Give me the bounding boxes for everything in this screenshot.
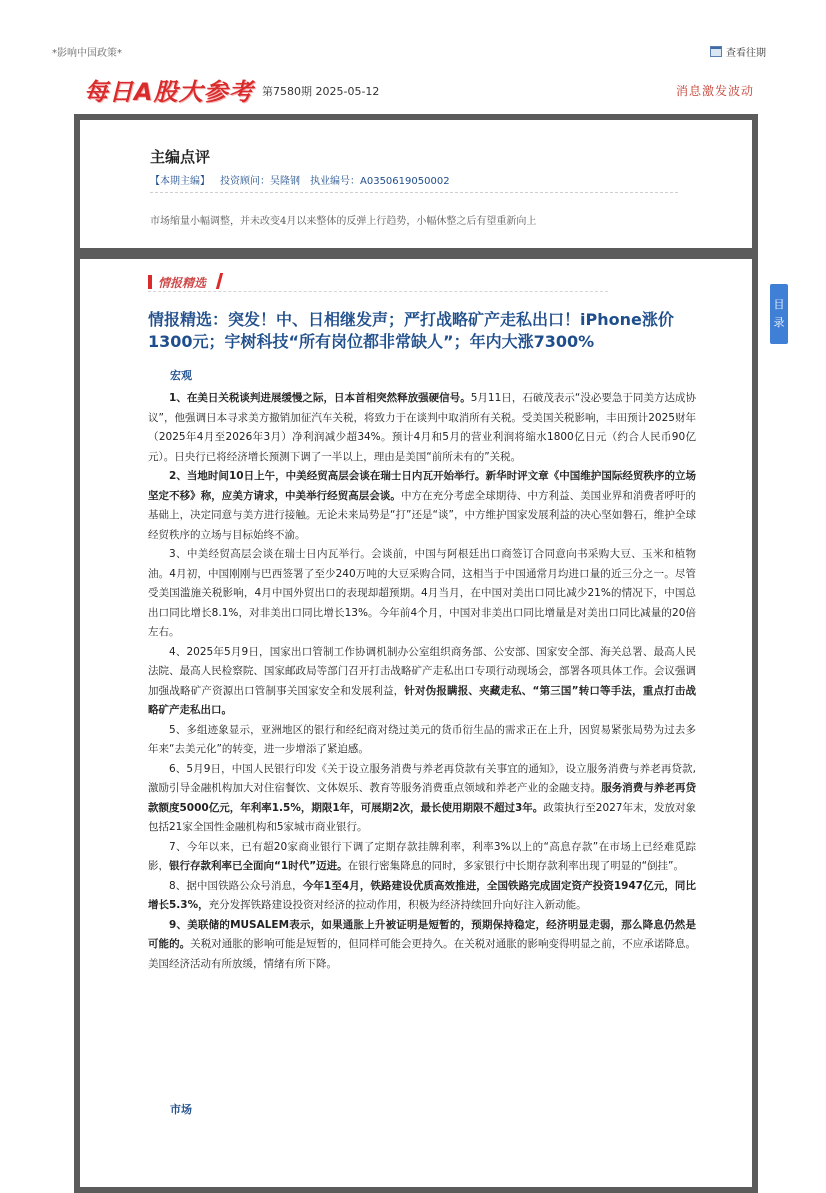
- slogan: 消息激发波动: [675, 84, 754, 98]
- text: 充分发挥铁路建设投资对经济的拉动作用，积极为经济持续回升向好注入新动能。: [208, 899, 587, 911]
- section-tag: [148, 273, 608, 293]
- paragraph: [148, 838, 696, 877]
- text: 6、5月9日，中国人民银行印发《关于设立服务消费与养老再贷款有关事宜的通知》，设立服务消费与养老再贷款,激励引导金融机构加大对住宿餐饮、文体娱乐、教育等服务消费重点领域和养老产业的金融支持。: [148, 762, 696, 794]
- paragraph: [148, 643, 696, 721]
- license-number: 执业编号：A0350619050002: [310, 176, 450, 187]
- bold-text: 针对伪报瞒报、夹藏走私、“第三国”转口等手法，重点打击战略矿产走私出口。: [148, 684, 696, 716]
- paragraph: [148, 389, 696, 467]
- divider: [148, 291, 608, 292]
- editor-tag: 【本期主编】: [150, 176, 210, 187]
- paragraph: [148, 545, 696, 643]
- text: 在银行密集降息的同时，多家银行中长期存款利率出现了明显的“倒挂”。: [347, 860, 684, 872]
- text: 5月11日，石破茂表示“没必要急于同美方达成协议”，他强调日本寻求美方撤销加征汽车关税，将致力于在谈判中取消所有关税。受美国关税影响，丰田预计2025财年（2025年4月至2026年3月）净利润减少超34%。预计4月和5月的营业利润将缩水1800亿日元（约合人民币90亿元）。日央行已将经济增长预测下调了一半以上，理由是美国“前所未有的”关税。: [148, 392, 696, 463]
- calendar-icon: [710, 46, 722, 57]
- paragraph: [148, 760, 696, 838]
- bold-text: 9、美联储的MUSALEM表示，如果通胀上升被证明是短暂的，预期保持稳定，经济明显走弱，那么降息仍然是可能的。: [148, 918, 696, 950]
- intel-section: [74, 253, 758, 1193]
- top-note: *影响中国政策*: [52, 48, 122, 59]
- bold-text: 今年1至4月，铁路建设优质高效推进，全国铁路完成固定资产投资1947亿元，同比增长5.3%，: [148, 879, 696, 911]
- tag-bar-icon: [148, 275, 152, 289]
- bold-text: 1、在美日关税谈判进展缓慢之际，日本首相突然释放强硬信号。: [169, 392, 471, 404]
- editor-comment-box: [74, 114, 758, 254]
- text: 政策执行至2027年末，发放对象包括21家全国性金融机构和5家城市商业银行。: [148, 801, 696, 833]
- toc-tab[interactable]: [770, 284, 788, 344]
- editor-comment: 市场缩量小幅调整，并未改变4月以来整体的反弹上行趋势，小幅休整之后有望重新向上: [150, 216, 537, 227]
- text: 7、今年以来，已有超20家商业银行下调了定期存款挂牌利率，利率3%以上的“高息存款”在市场上已经难觅踪影，: [148, 840, 696, 872]
- macro-subtitle: 宏观: [170, 369, 192, 382]
- text: 4、2025年5月9日，国家出口管制工作协调机制办公室组织商务部、公安部、国家安全部、海关总署、最高人民法院、最高人民检察院、国家邮政局等部门召开打击战略矿产走私出口专项行动现场会，部署各项具体工作。会议强调加强战略矿产资源出口管制事关国家安全和发展利益，: [148, 645, 696, 697]
- bold-text: 银行存款利率已全面向“1时代”迈进。: [169, 860, 348, 872]
- paragraph: [148, 467, 696, 545]
- editor-title: 主编点评: [150, 148, 211, 166]
- logo: 每日A股大参考: [84, 78, 254, 106]
- headline: 情报精选：突发！中、日相继发声；严打战略矿产走私出口！iPhone涨价1300元；宇树科技“所有岗位都非常缺人”；年内大涨7300%: [148, 310, 674, 351]
- paragraph: [148, 877, 696, 916]
- text: 5、多组迹象显示，亚洲地区的银行和经纪商对绕过美元的货币衍生品的需求正在上升，因贸易紧张局势为过去多年来“去美元化”的转变，进一步增添了紧迫感。: [148, 723, 696, 755]
- issue-info: 第7580期 2025-05-12: [262, 85, 380, 98]
- bold-text: 2、当地时间10日上午，中美经贸高层会谈在瑞士日内瓦开始举行。新华时评文章《中国维护国际经贸秩序的立场坚定不移》称，应美方请求，中美举行经贸高层会谈。: [148, 470, 696, 502]
- paragraph: [148, 916, 696, 975]
- advisor-name: 投资顾问：吴隆钢: [220, 176, 300, 187]
- section-label: 情报精选: [158, 276, 207, 290]
- tag-slash-icon: [216, 273, 223, 289]
- market-subtitle: 市场: [170, 1103, 192, 1116]
- editor-meta: [150, 172, 460, 187]
- text: 关税对通胀的影响可能是短暂的，但同样可能会更持久。在关税对通胀的影响变得明显之前，不应承诺降息。美国经济活动有所放缓，情绪有所下降。: [148, 938, 697, 970]
- text: 中方在充分考虑全球期待、中方利益、美国业界和消费者呼吁的基础上，决定同意与美方进行接触。无论未来局势是“打”还是“谈”，中方维护国家发展利益的决心坚如磐石，维护全球经贸秩序的立场与目标始终不渝。: [148, 489, 697, 541]
- text: 3、中美经贸高层会谈在瑞士日内瓦举行。会谈前，中国与阿根廷出口商签订合同意向书采购大豆、玉米和植物油。4月初，中国刚刚与巴西签署了至少240万吨的大豆采购合同，这相当于中国通常月均进口量的近三分之一。尽管受美国滥施关税影响，4月中国外贸出口的表现却超预期。4月当月，在中国对美出口同比减少21%的情况下，中国总出口同比增长8.1%，对非美出口同比增长13%。今年前4个月，中国对非美出口同比增量是对美出口同比减量的20倍左右。: [148, 548, 696, 638]
- divider: [150, 192, 678, 193]
- text: 8、据中国铁路公众号消息，: [169, 879, 303, 892]
- archive-label[interactable]: 查看往期: [726, 48, 766, 59]
- paragraph: [148, 721, 696, 760]
- archive-link[interactable]: [710, 44, 766, 59]
- toc-tab-label[interactable]: 目: [773, 298, 785, 311]
- bold-text: 服务消费与养老再贷款额度5000亿元，年利率1.5%，期限1年，可展期2次，最长使用期限不超过3年。: [148, 782, 697, 814]
- toc-tab-label[interactable]: 录: [773, 316, 785, 329]
- paragraph-list: [148, 389, 696, 974]
